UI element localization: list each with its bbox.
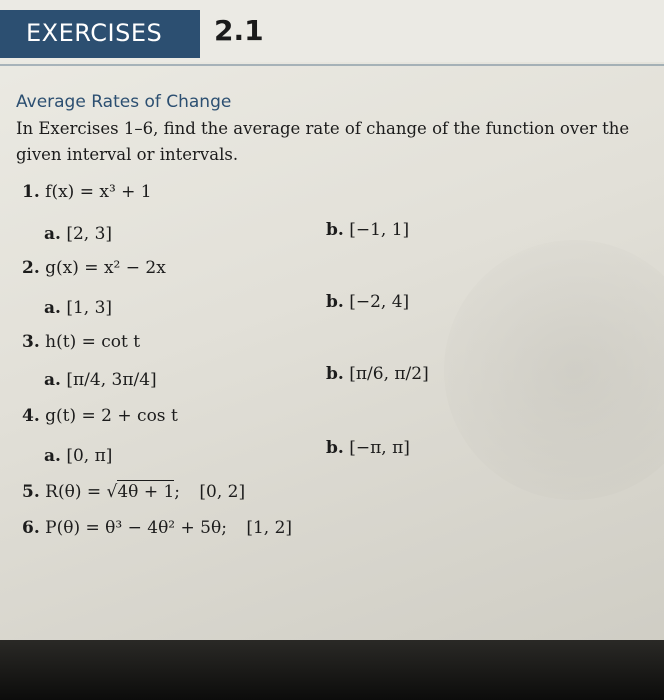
exercise-number: 1.	[22, 182, 40, 202]
exercise-function: P(θ) = θ³ − 4θ² + 5θ;	[45, 518, 227, 538]
exercise-function: f(x) = x³ + 1	[45, 182, 152, 202]
exercise-function: g(t) = 2 + cos t	[45, 406, 178, 426]
exercise-1	[22, 182, 152, 202]
interval: [2, 3]	[66, 224, 113, 244]
exercise-function: g(x) = x² − 2x	[45, 258, 166, 278]
radicand: 4θ + 1	[117, 482, 175, 502]
radical-sign: √	[106, 482, 118, 502]
page-shadow	[444, 240, 664, 500]
exercise-function: R(θ) = √4θ + 1;	[45, 482, 181, 502]
interval: [π/6, π/2]	[349, 364, 429, 384]
interval: [1, 2]	[246, 518, 293, 538]
exercise-6	[22, 518, 292, 538]
exercise-number: 6.	[22, 518, 40, 538]
exercise-4a: a. [0, π]	[44, 446, 113, 466]
exercise-5	[22, 482, 245, 502]
exercise-number: 3.	[22, 332, 40, 352]
exercise-function: h(t) = cot t	[45, 332, 141, 352]
interval: [1, 3]	[66, 298, 113, 318]
interval: [−π, π]	[349, 438, 410, 458]
section-number: 2.1	[214, 14, 264, 47]
interval: [−1, 1]	[349, 220, 410, 240]
background-shadow	[0, 640, 664, 700]
instructions: In Exercises 1–6, find the average rate of change of the function over the given interval or intervals.	[16, 119, 630, 164]
exercise-number: 2.	[22, 258, 40, 278]
exercise-2b: b. [−2, 4]	[326, 292, 410, 312]
interval: [0, 2]	[199, 482, 246, 502]
exercise-number: 5.	[22, 482, 40, 502]
exercise-4	[22, 406, 178, 426]
exercise-1a: a. [2, 3]	[44, 224, 113, 244]
header-rule	[0, 64, 664, 66]
exercise-4b: b. [−π, π]	[326, 438, 410, 458]
exercise-number: 4.	[22, 406, 40, 426]
exercises-label: EXERCISES	[26, 19, 163, 47]
interval: [−2, 4]	[349, 292, 410, 312]
exercise-1b: b. [−1, 1]	[326, 220, 410, 240]
interval: [0, π]	[66, 446, 113, 466]
exercise-3	[22, 332, 140, 352]
exercise-2	[22, 258, 166, 278]
interval: [π/4, 3π/4]	[66, 370, 157, 390]
exercise-3b: b. [π/6, π/2]	[326, 364, 429, 384]
exercise-3a: a. [π/4, 3π/4]	[44, 370, 157, 390]
exercise-2a: a. [1, 3]	[44, 298, 113, 318]
topic-heading: Average Rates of Change	[16, 92, 232, 112]
